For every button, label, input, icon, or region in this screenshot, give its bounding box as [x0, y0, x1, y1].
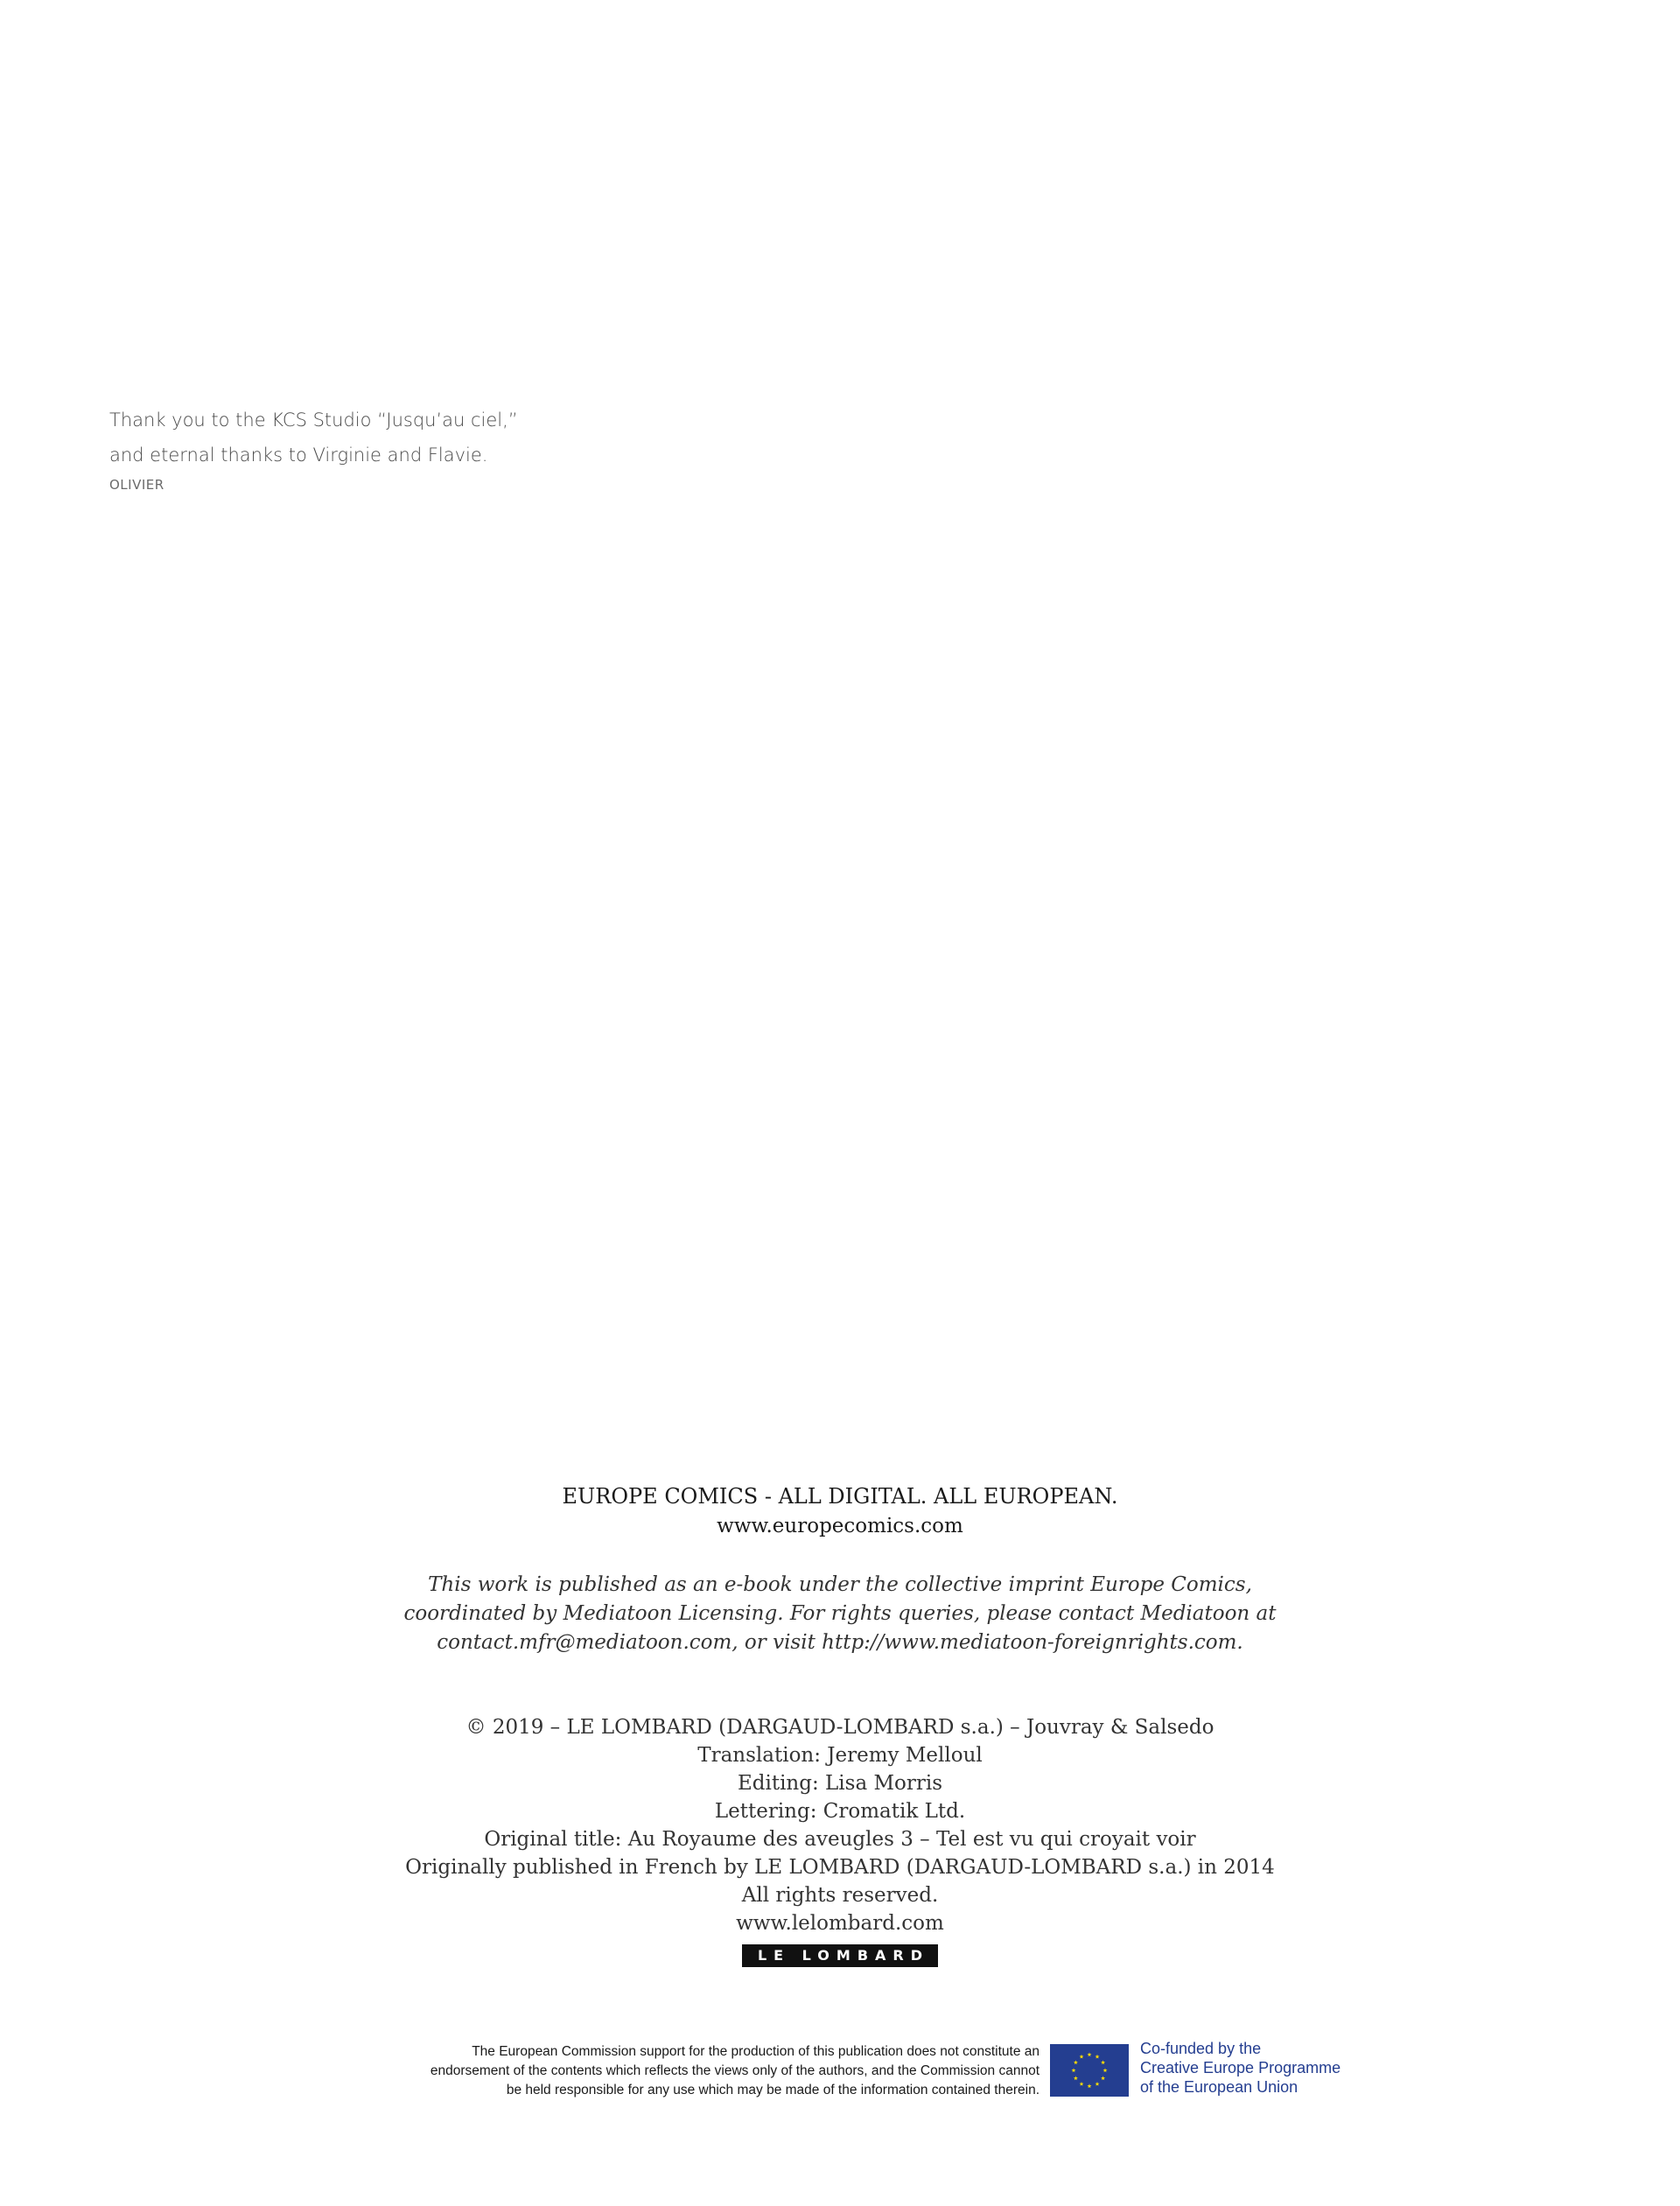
- eu-star: [1096, 2055, 1100, 2059]
- imprint-line-1: This work is published as an e-book under the collective imprint Europe Comics,: [428, 1573, 1252, 1596]
- editing-credit: Editing: Lisa Morris: [737, 1772, 943, 1795]
- eu-flag-icon: [1050, 2044, 1129, 2097]
- acknowledgement-line-1: Thank you to the KCS Studio “Jusqu’au ciel,”: [109, 410, 518, 431]
- eu-star: [1088, 2052, 1092, 2056]
- eu-disclaimer-line-1: The European Commission support for the production of this publication does not constitute an: [472, 2044, 1040, 2059]
- eu-star: [1074, 2060, 1078, 2064]
- eu-cofunded-line-1: Co-funded by the: [1140, 2040, 1262, 2057]
- original-title: Original title: Au Royaume des aveugles 3 – Tel est vu qui croyait voir: [484, 1828, 1196, 1851]
- publisher-headline: EUROPE COMICS - ALL DIGITAL. ALL EUROPEAN.: [562, 1484, 1118, 1509]
- copyright-block: [315, 1713, 1365, 1968]
- imprint-line-2: coordinated by Mediatoon Licensing. For rights queries, please contact Mediatoon at: [403, 1602, 1277, 1625]
- eu-star: [1074, 2076, 1078, 2080]
- eu-star: [1080, 2082, 1084, 2086]
- original-publication: Originally published in French by LE LOMBARD (DARGAUD-LOMBARD s.a.) in 2014: [405, 1856, 1275, 1879]
- eu-star: [1103, 2068, 1108, 2072]
- imprint-line-3: contact.mfr@mediatoon.com, or visit http://www.mediatoon-foreignrights.com.: [437, 1631, 1243, 1654]
- publisher-website: www.europecomics.com: [717, 1515, 963, 1537]
- copyright-line: © 2019 – LE LOMBARD (DARGAUD-LOMBARD s.a.) – Jouvray & Salsedo: [466, 1716, 1214, 1739]
- le-lombard-logo: LE LOMBARD: [742, 1944, 938, 1967]
- eu-star: [1101, 2076, 1105, 2080]
- eu-star: [1072, 2068, 1076, 2072]
- eu-cofunded-line-2: Creative Europe Programme: [1140, 2059, 1341, 2076]
- acknowledgement-line-2: and eternal thanks to Virginie and Flavie.: [109, 445, 488, 466]
- eu-star: [1080, 2055, 1084, 2059]
- rights-reserved: All rights reserved.: [741, 1884, 939, 1907]
- lombard-website: www.lelombard.com: [736, 1912, 944, 1935]
- eu-star: [1101, 2060, 1105, 2064]
- eu-disclaimer: [298, 2042, 1040, 2100]
- acknowledgement: [109, 403, 722, 495]
- acknowledgement-signature: OLIVIER: [109, 477, 164, 493]
- lettering-credit: Lettering: Cromatik Ltd.: [714, 1800, 966, 1823]
- eu-cofunded-label: [1140, 2039, 1340, 2097]
- eu-disclaimer-line-3: be held responsible for any use which may be made of the information contained therein.: [506, 2083, 1040, 2097]
- eu-disclaimer-line-2: endorsement of the contents which reflects the views only of the authors, and the Commission cannot: [430, 2063, 1040, 2078]
- eu-star: [1088, 2083, 1092, 2088]
- publisher-credits: [315, 1481, 1365, 1968]
- eu-flag-stars: [1050, 2044, 1129, 2097]
- translation-credit: Translation: Jeremy Melloul: [697, 1744, 983, 1767]
- eu-star: [1096, 2082, 1100, 2086]
- imprint-notice: [315, 1571, 1365, 1657]
- eu-cofunded-line-3: of the European Union: [1140, 2078, 1298, 2096]
